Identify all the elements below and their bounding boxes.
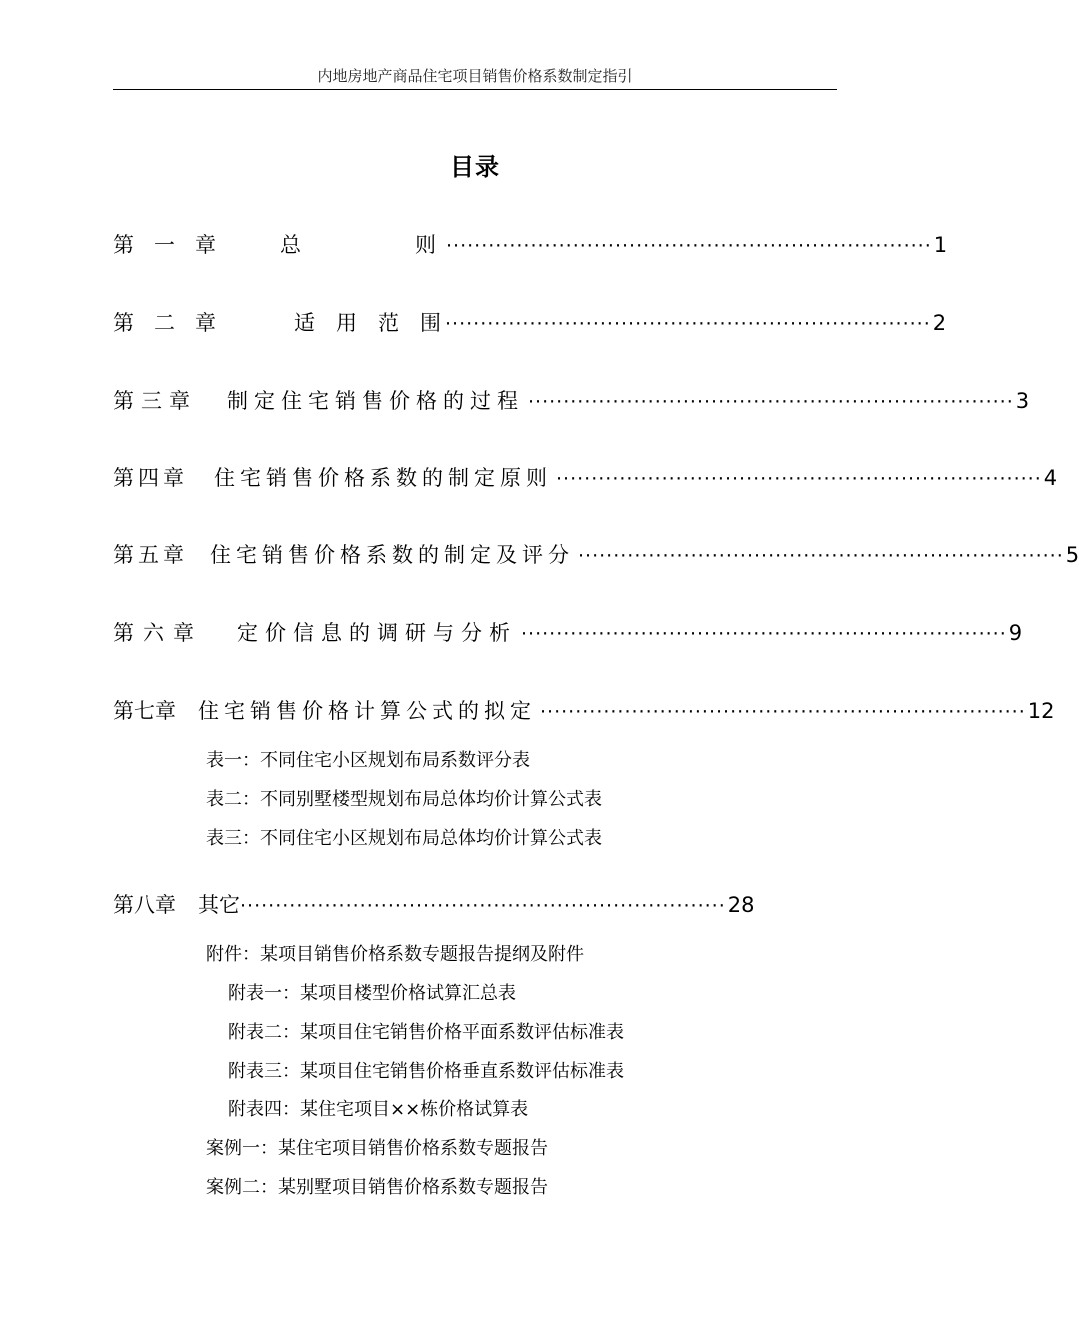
dot-leader: ·····································································: [540, 701, 1026, 723]
header-text: 内地房地产商品住宅项目销售价格系数制定指引: [317, 67, 633, 85]
dot-leader: ·····································································: [556, 468, 1042, 490]
dot-leader: ·····································································: [240, 895, 726, 917]
dot-leader: ·····································································: [521, 623, 1007, 645]
chapter-label: 第五章: [113, 543, 188, 567]
toc-subitem-table-2[interactable]: 表二：不同别墅楼型规划布局总体均价计算公式表: [206, 789, 602, 810]
toc-chapter-8[interactable]: [113, 888, 755, 922]
toc-title: 目录: [450, 153, 500, 181]
chapter-label: 第八章: [113, 893, 176, 917]
page-number: 5: [1065, 543, 1079, 567]
toc-subitem-appendix-3[interactable]: 附表三：某项目住宅销售价格垂直系数评估标准表: [228, 1061, 624, 1082]
page-header: [113, 66, 837, 90]
chapter-label: 第三章: [113, 389, 197, 413]
page-number: 9: [1008, 621, 1023, 645]
chapter-label: 第四章: [113, 466, 188, 490]
toc-chapter-6[interactable]: [113, 616, 1023, 650]
toc-chapter-2[interactable]: [113, 306, 947, 340]
toc-subitem-table-1[interactable]: 表一：不同住宅小区规划布局系数评分表: [206, 750, 530, 771]
page-number: 3: [1015, 389, 1030, 413]
dot-leader: ·····································································: [528, 391, 1014, 413]
page-number: 2: [932, 311, 947, 335]
page-number: 12: [1027, 699, 1055, 723]
dot-leader: ·····································································: [578, 545, 1064, 567]
page-number: 4: [1043, 466, 1058, 490]
chapter-title: 住宅销售价格系数的制定及评分: [210, 543, 574, 567]
toc-chapter-1[interactable]: [113, 228, 948, 262]
toc-subitem-appendix-1[interactable]: 附表一：某项目楼型价格试算汇总表: [228, 983, 516, 1004]
chapter-label: 第六章: [113, 621, 203, 645]
toc-chapter-7[interactable]: [113, 694, 1055, 728]
toc-subitem-attachment[interactable]: 附件：某项目销售价格系数专题报告提纲及附件: [206, 944, 584, 965]
chapter-title: 住宅销售价格计算公式的拟定: [198, 699, 536, 723]
toc-subitem-appendix-4[interactable]: 附表四：某住宅项目××栋价格试算表: [228, 1099, 529, 1120]
chapter-title: 其它: [198, 893, 240, 917]
toc-subitem-table-3[interactable]: 表三：不同住宅小区规划布局总体均价计算公式表: [206, 828, 602, 849]
chapter-title: 定价信息的调研与分析: [237, 621, 517, 645]
toc-subitem-case-2[interactable]: 案例二：某别墅项目销售价格系数专题报告: [206, 1177, 548, 1198]
chapter-label: 第一章: [113, 233, 236, 257]
chapter-title: 住宅销售价格系数的制定原则: [214, 466, 552, 490]
dot-leader: ·····································································: [445, 313, 931, 335]
toc-chapter-5[interactable]: [113, 538, 1079, 572]
dot-leader: ·····································································: [446, 235, 932, 257]
toc-subitem-appendix-2[interactable]: 附表二：某项目住宅销售价格平面系数评估标准表: [228, 1022, 624, 1043]
page-number: 28: [727, 893, 755, 917]
chapter-title: 总 则: [280, 233, 442, 257]
chapter-label: 第二章: [113, 311, 236, 335]
chapter-title: 适 用 范 围: [294, 311, 441, 335]
page-number: 1: [933, 233, 948, 257]
toc-subitem-case-1[interactable]: 案例一：某住宅项目销售价格系数专题报告: [206, 1138, 548, 1159]
toc-chapter-4[interactable]: [113, 461, 1058, 495]
chapter-title: 制定住宅销售价格的过程: [227, 389, 524, 413]
chapter-label: 第七章: [113, 699, 176, 723]
toc-chapter-3[interactable]: [113, 384, 1030, 418]
